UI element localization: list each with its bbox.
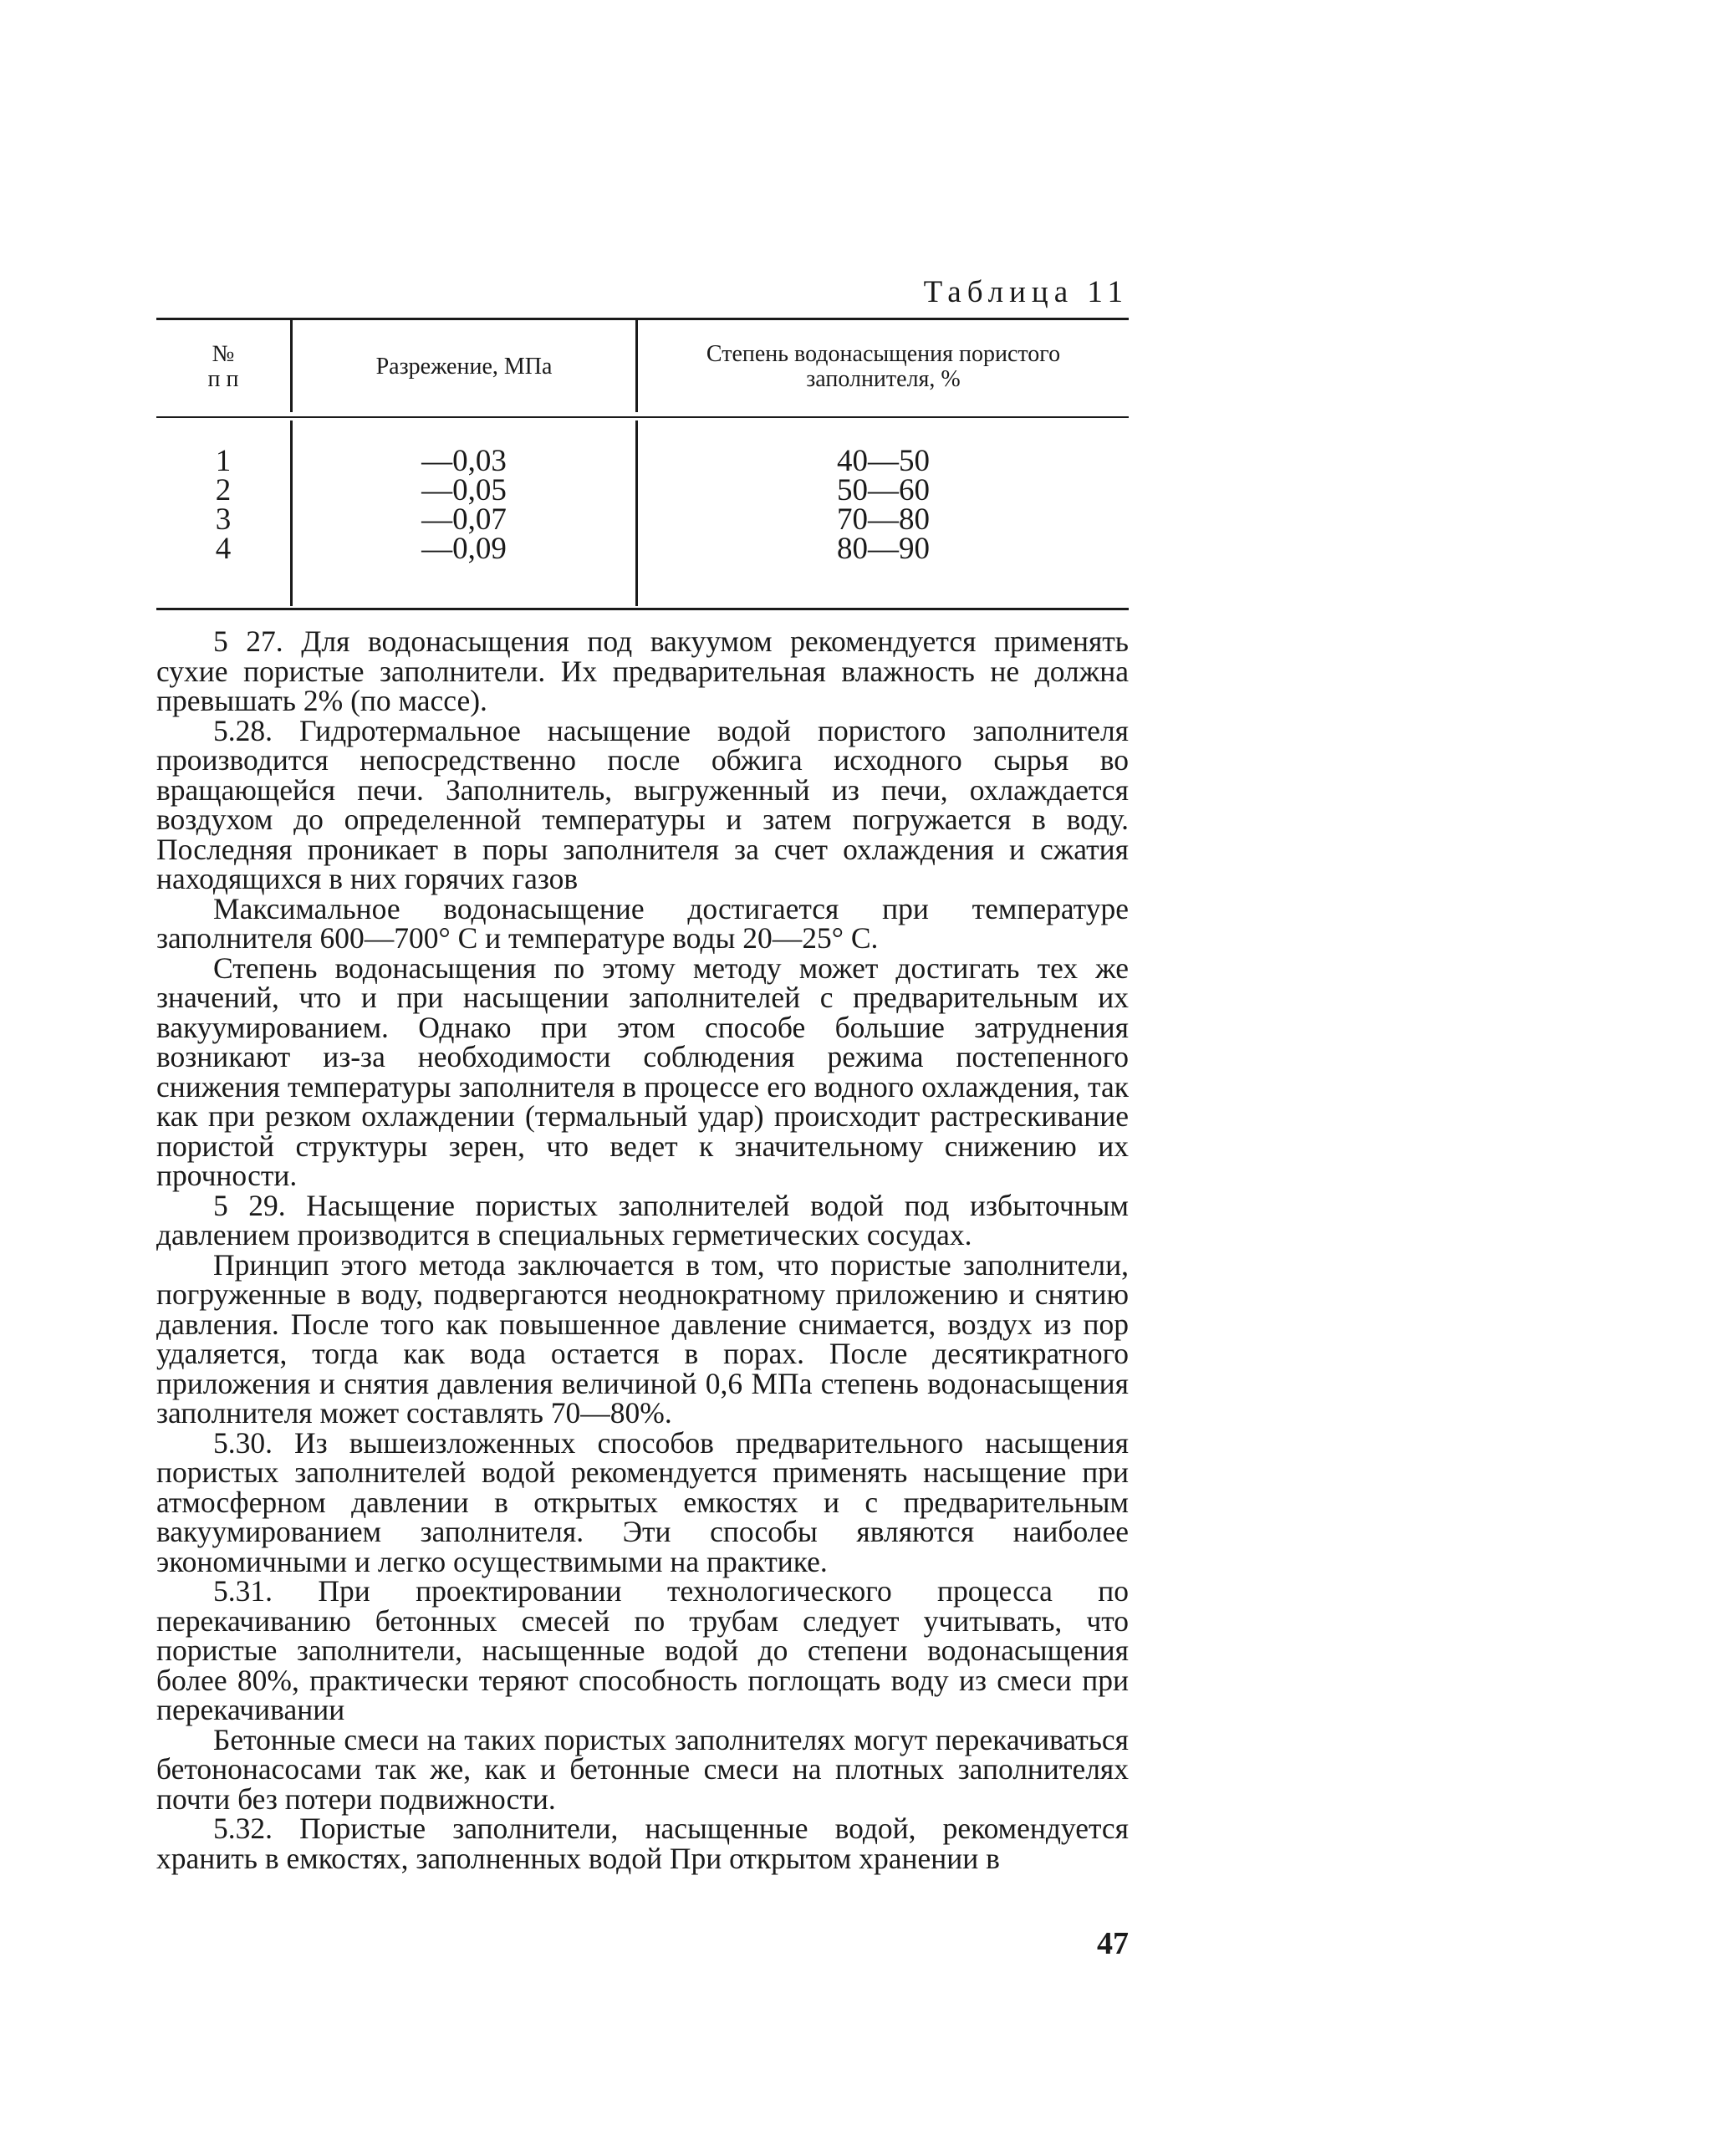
page-number: 47 xyxy=(1097,1926,1129,1961)
paragraph-max-saturation: Максимальное водонасыщение достигается при температуре заполнителя 600—700° С и температуре воды 20—25° С. xyxy=(156,891,1129,955)
table-header-vacuum-text: Разрежение, МПа xyxy=(375,354,553,380)
table-cell-saturation: 70—80 xyxy=(837,502,930,537)
paragraph-concrete-mixes: Бетонные смеси на таких пористых заполнителях могут перекачиваться бетононасосами так же, как и бетонные смеси на плотных заполнителях почти без потери подвижности. xyxy=(156,1722,1129,1816)
table-header-num xyxy=(156,320,290,414)
data-table xyxy=(156,318,1129,610)
paragraph-5-28: 5.28. Гидротермальное насыщение водой пористого заполнителя производится непосредственно после обжига исходного сырья во вращающейся печи. Заполнитель, выгруженный из печи, охлаждается воздухом до определенной температуры и затем погружается в воду. Последняя проникает в поры заполнителя за счет охлаждения и сжатия находящихся в них горячих газов xyxy=(156,713,1129,895)
paragraph-5-31: 5.31. При проектировании технологического процесса по перекачиванию бетонных смесей по трубам следует учитывать, что пористые заполнители, насыщенные водой до степени водонасыщения более 80%, практически теряют способность поглощать воду из смеси при перекачивании xyxy=(156,1574,1129,1726)
table-cell-saturation: 50—60 xyxy=(837,473,930,507)
table-column-vacuum xyxy=(293,444,635,566)
paragraph-method-principle: Принцип этого метода заключается в том, что пористые заполнители, погруженные в воду, подвергаются неоднократному приложению и снятию давления. После того как повышенное давление снимается, воздух из пор удаляется, тогда как вода остается в порах. После десятикратного приложения и снятия давления величиной 0,6 МПа степень водонасыщения заполнителя может составлять 70—80%. xyxy=(156,1247,1129,1430)
table-caption: Таблица 11 xyxy=(923,275,1129,309)
table-header-num-text: № п п xyxy=(207,341,239,392)
table-column-saturation xyxy=(638,444,1129,566)
table-cell-vacuum: —0,07 xyxy=(421,502,507,537)
table-header-vacuum xyxy=(293,320,635,414)
body-text xyxy=(156,624,1129,1875)
table-cell-num: 2 xyxy=(215,473,232,507)
paragraph-5-32: 5.32. Пористые заполнители, насыщенные водой, рекомендуется хранить в емкостях, заполненных водой При открытом хранении в xyxy=(156,1812,1129,1875)
table-column-num xyxy=(156,444,290,566)
table-cell-num: 3 xyxy=(215,502,232,537)
table-cell-num: 1 xyxy=(215,444,232,478)
table-cell-num: 4 xyxy=(215,532,232,566)
paragraph-saturation-degree: Степень водонасыщения по этому методу может достигать тех же значений, что и при насыщении заполнителей с предварительным их вакуумированием. Однако при этом способе большие затруднения возникают из-за необходимости соблюдения режима постепенного снижения температуры заполнителя в процессе его водного охлаждения, так как при резком охлаждении (термальный удар) происходит растрескивание пористой структуры зерен, что ведет к значительному снижению их прочности. xyxy=(156,951,1129,1192)
table-cell-vacuum: —0,05 xyxy=(421,473,507,507)
paragraph-5-30: 5.30. Из вышеизложенных способов предварительного насыщения пористых заполнителей водой рекомендуется применять насыщение при атмосферном давлении в открытых емкостях и с предварительным вакуумированием заполнителя. Эти способы являются наиболее экономичными и легко осуществимыми на практике. xyxy=(156,1425,1129,1578)
table-header-saturation xyxy=(638,320,1129,414)
paragraph-5-29: 5 29. Насыщение пористых заполнителей водой под избыточным давлением производится в специальных герметических сосудах. xyxy=(156,1188,1129,1251)
paragraph-5-27: 5 27. Для водонасыщения под вакуумом рекомендуется применять сухие пористые заполнители. Их предварительная влажность не должна превышать 2% (по массе). xyxy=(156,624,1129,717)
table-cell-saturation: 40—50 xyxy=(837,444,930,478)
table-cell-saturation: 80—90 xyxy=(837,532,930,566)
table-header-saturation-text: Степень водонасыщения пористого заполнителя, % xyxy=(706,341,1061,392)
table-header-rule xyxy=(156,416,1129,418)
table-cell-vacuum: —0,09 xyxy=(421,532,507,566)
table-cell-vacuum: —0,03 xyxy=(421,444,507,478)
